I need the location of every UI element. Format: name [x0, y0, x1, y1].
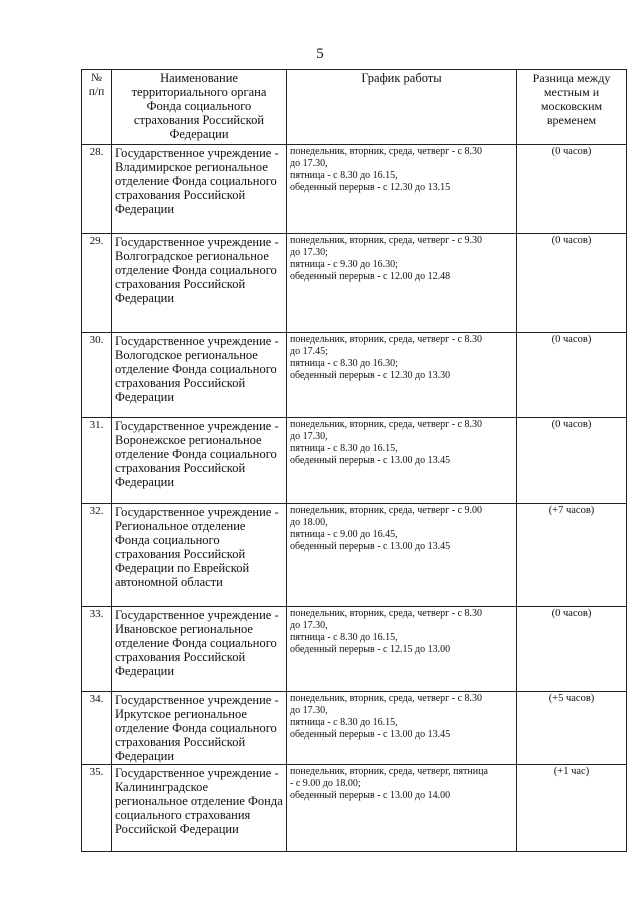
- schedule-line: обеденный перерыв - с 12.00 до 12.48: [290, 271, 451, 282]
- schedule-line: обеденный перерыв - с 13.00 до 13.45: [290, 455, 451, 466]
- organization-name: Государственное учреждение - Иркутское региональное отделение Фонда социального страхования Российской Федерации: [112, 692, 287, 765]
- schedule-line: понедельник, вторник, среда, четверг - с 8.30: [290, 334, 483, 345]
- organization-name: Государственное учреждение - Калининградское региональное отделение Фонда социального страхования Российской Федерации: [112, 765, 287, 852]
- table-row: [82, 145, 627, 234]
- schedule-line: обеденный перерыв - с 13.00 до 14.00: [290, 790, 451, 801]
- time-difference: (0 часов): [517, 607, 627, 692]
- schedule-line: понедельник, вторник, среда, четверг, пятница: [290, 766, 488, 777]
- schedule-line: до 17.30;: [290, 247, 328, 258]
- organization-name: Государственное учреждение - Волгоградское региональное отделение Фонда социального страхования Российской Федерации: [112, 234, 287, 333]
- column-header-name: Наименование территориального органа Фонда социального страхования Российской Федерации: [112, 70, 287, 145]
- row-number: 30.: [82, 333, 112, 418]
- table-row: [82, 234, 627, 333]
- schedule-line: до 17.45;: [290, 346, 328, 357]
- schedule-line: до 17.30,: [290, 431, 328, 442]
- column-header-number: № п/п: [82, 70, 112, 145]
- header-row: [82, 70, 627, 145]
- table-row: [82, 418, 627, 504]
- row-number: 33.: [82, 607, 112, 692]
- work-schedule: [287, 234, 517, 333]
- time-difference: (0 часов): [517, 145, 627, 234]
- work-schedule: [287, 504, 517, 607]
- time-difference: (+7 часов): [517, 504, 627, 607]
- table-row: [82, 504, 627, 607]
- schedule-line: понедельник, вторник, среда, четверг - с 8.30: [290, 419, 483, 430]
- time-difference: (0 часов): [517, 418, 627, 504]
- organization-name: Государственное учреждение - Ивановское региональное отделение Фонда социального страхования Российской Федерации: [112, 607, 287, 692]
- table-row: [82, 333, 627, 418]
- schedule-line: понедельник, вторник, среда, четверг - с 8.30: [290, 146, 483, 157]
- time-difference: (+1 час): [517, 765, 627, 852]
- work-schedule: [287, 607, 517, 692]
- column-header-time-difference: Разница между местным и московским временем: [517, 70, 627, 145]
- column-header-schedule: График работы: [287, 70, 517, 145]
- work-schedule: [287, 692, 517, 765]
- page-number: 5: [316, 46, 324, 62]
- schedule-line: - с 9.00 до 18.00;: [290, 778, 361, 789]
- row-number: 32.: [82, 504, 112, 607]
- row-number: 29.: [82, 234, 112, 333]
- schedule-line: обеденный перерыв - с 12.30 до 13.15: [290, 182, 451, 193]
- schedule-line: пятница - с 8.30 до 16.30;: [290, 358, 398, 369]
- schedule-line: обеденный перерыв - с 12.15 до 13.00: [290, 644, 451, 655]
- schedule-line: до 17.30,: [290, 620, 328, 631]
- schedule-line: до 18.00,: [290, 517, 328, 528]
- organization-name: Государственное учреждение - Воронежское региональное отделение Фонда социального страхования Российской Федерации: [112, 418, 287, 504]
- table-row: [82, 765, 627, 852]
- table-row: [82, 692, 627, 765]
- schedule-line: обеденный перерыв - с 13.00 до 13.45: [290, 541, 451, 552]
- time-difference: (+5 часов): [517, 692, 627, 765]
- table-row: [82, 607, 627, 692]
- work-schedule: [287, 145, 517, 234]
- schedule-line: до 17.30,: [290, 158, 328, 169]
- schedule-line: понедельник, вторник, среда, четверг - с 9.30: [290, 235, 483, 246]
- organization-name: Государственное учреждение - Владимирское региональное отделение Фонда социального страхования Российской Федерации: [112, 145, 287, 234]
- organization-name: Государственное учреждение - Региональное отделение Фонда социального страхования Российской Федерации по Еврейской автономной области: [112, 504, 287, 607]
- schedule-table: [81, 69, 627, 852]
- schedule-line: пятница - с 8.30 до 16.15,: [290, 632, 398, 643]
- row-number: 34.: [82, 692, 112, 765]
- schedule-line: пятница - с 9.00 до 16.45,: [290, 529, 398, 540]
- work-schedule: [287, 333, 517, 418]
- schedule-line: пятница - с 8.30 до 16.15,: [290, 443, 398, 454]
- work-schedule: [287, 418, 517, 504]
- row-number: 35.: [82, 765, 112, 852]
- schedule-line: до 17.30,: [290, 705, 328, 716]
- schedule-line: обеденный перерыв - с 12.30 до 13.30: [290, 370, 451, 381]
- schedule-line: пятница - с 8.30 до 16.15,: [290, 717, 398, 728]
- organization-name: Государственное учреждение - Вологодское региональное отделение Фонда социального страхования Российской Федерации: [112, 333, 287, 418]
- schedule-line: пятница - с 8.30 до 16.15,: [290, 170, 398, 181]
- work-schedule: [287, 765, 517, 852]
- schedule-line: понедельник, вторник, среда, четверг - с 8.30: [290, 608, 483, 619]
- row-number: 31.: [82, 418, 112, 504]
- time-difference: (0 часов): [517, 333, 627, 418]
- schedule-line: пятница - с 9.30 до 16.30;: [290, 259, 398, 270]
- schedule-line: понедельник, вторник, среда, четверг - с 8.30: [290, 693, 483, 704]
- schedule-line: понедельник, вторник, среда, четверг - с 9.00: [290, 505, 483, 516]
- time-difference: (0 часов): [517, 234, 627, 333]
- schedule-line: обеденный перерыв - с 13.00 до 13.45: [290, 729, 451, 740]
- row-number: 28.: [82, 145, 112, 234]
